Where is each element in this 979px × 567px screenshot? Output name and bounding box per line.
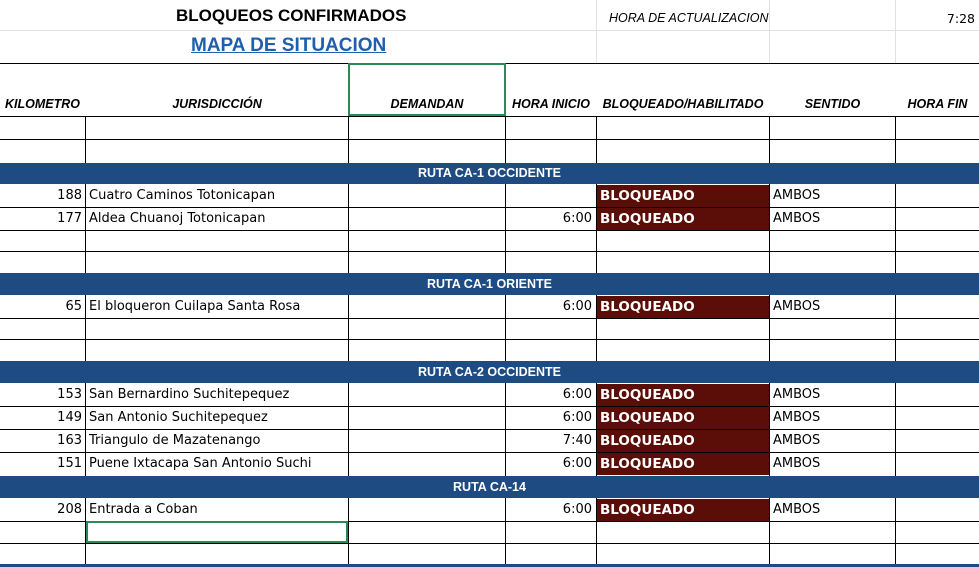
jurisdiccion-cell[interactable]: San Bernardino Suchitepequez (89, 387, 290, 402)
hora-inicio-cell[interactable]: 6:00 (562, 410, 592, 425)
sentido-cell[interactable]: AMBOS (773, 410, 821, 425)
jurisdiccion-cell[interactable]: Triangulo de Mazatenango (89, 433, 261, 448)
update-label: HORA DE ACTUALIZACION (609, 11, 769, 25)
col-header-demandan[interactable]: DEMANDAN (390, 97, 464, 111)
update-time[interactable]: 7:28 (946, 11, 975, 26)
km-cell[interactable]: 153 (57, 387, 82, 402)
hora-inicio-cell[interactable]: 6:00 (562, 456, 592, 471)
hora-inicio-cell[interactable]: 6:00 (562, 211, 592, 226)
col-header-kilometro[interactable]: KILOMETRO (5, 97, 80, 111)
selected-cell-jurisdiccion[interactable] (86, 521, 348, 543)
section-ca14: RUTA CA-14 (0, 476, 979, 498)
km-cell[interactable]: 149 (57, 410, 82, 425)
hora-inicio-cell[interactable]: 6:00 (562, 387, 592, 402)
col-header-jurisdiccion[interactable]: JURISDICCIÓN (172, 97, 262, 111)
jurisdiccion-cell[interactable]: Puene Ixtacapa San Antonio Suchi (89, 456, 312, 471)
sentido-cell[interactable]: AMBOS (773, 188, 821, 203)
status-badge[interactable]: BLOQUEADO (597, 384, 769, 406)
km-cell[interactable]: 65 (65, 299, 82, 314)
km-cell[interactable]: 208 (57, 502, 82, 517)
col-header-estado[interactable]: BLOQUEADO/HABILITADO (602, 97, 764, 111)
status-badge[interactable]: BLOQUEADO (597, 430, 769, 452)
km-cell[interactable]: 188 (57, 188, 82, 203)
status-badge[interactable]: BLOQUEADO (597, 296, 769, 318)
hora-inicio-cell[interactable] (506, 185, 592, 207)
jurisdiccion-cell[interactable]: San Antonio Suchitepequez (89, 410, 268, 425)
hora-inicio-cell[interactable]: 7:40 (562, 433, 592, 448)
section-ca2-occidente: RUTA CA-2 OCCIDENTE (0, 361, 979, 383)
km-cell[interactable]: 177 (57, 211, 82, 226)
status-badge[interactable]: BLOQUEADO (597, 208, 769, 230)
sheet-title: BLOQUEOS CONFIRMADOS (176, 6, 407, 25)
status-badge[interactable]: BLOQUEADO (597, 453, 769, 475)
sentido-cell[interactable]: AMBOS (773, 387, 821, 402)
jurisdiccion-cell[interactable]: Aldea Chuanoj Totonicapan (89, 211, 266, 226)
jurisdiccion-cell[interactable]: Entrada a Coban (89, 502, 198, 517)
section-ca1-occidente: RUTA CA-1 OCCIDENTE (0, 163, 979, 184)
hora-inicio-cell[interactable]: 6:00 (562, 299, 592, 314)
jurisdiccion-cell[interactable]: Cuatro Caminos Totonicapan (89, 188, 276, 203)
hora-inicio-cell[interactable]: 6:00 (562, 502, 592, 517)
section-ca1-oriente: RUTA CA-1 ORIENTE (0, 273, 979, 295)
col-header-hora-inicio[interactable]: HORA INICIO (511, 97, 590, 111)
status-badge[interactable]: BLOQUEADO (597, 499, 769, 521)
km-cell[interactable]: 163 (57, 433, 82, 448)
sentido-cell[interactable]: AMBOS (773, 211, 821, 226)
status-badge[interactable]: BLOQUEADO (597, 407, 769, 429)
km-cell[interactable]: 151 (57, 456, 82, 471)
jurisdiccion-cell[interactable]: El bloqueron Cuilapa Santa Rosa (89, 299, 301, 314)
sentido-cell[interactable]: AMBOS (773, 299, 821, 314)
status-badge[interactable]: BLOQUEADO (597, 185, 769, 207)
sentido-cell[interactable]: AMBOS (773, 433, 821, 448)
col-header-hora-fin[interactable]: HORA FIN (907, 97, 968, 111)
sentido-cell[interactable]: AMBOS (773, 456, 821, 471)
col-header-sentido[interactable]: SENTIDO (804, 97, 861, 111)
situation-map-link[interactable]: MAPA DE SITUACION (191, 35, 387, 56)
selected-cell-demandan[interactable] (348, 63, 506, 116)
sentido-cell[interactable]: AMBOS (773, 502, 821, 517)
